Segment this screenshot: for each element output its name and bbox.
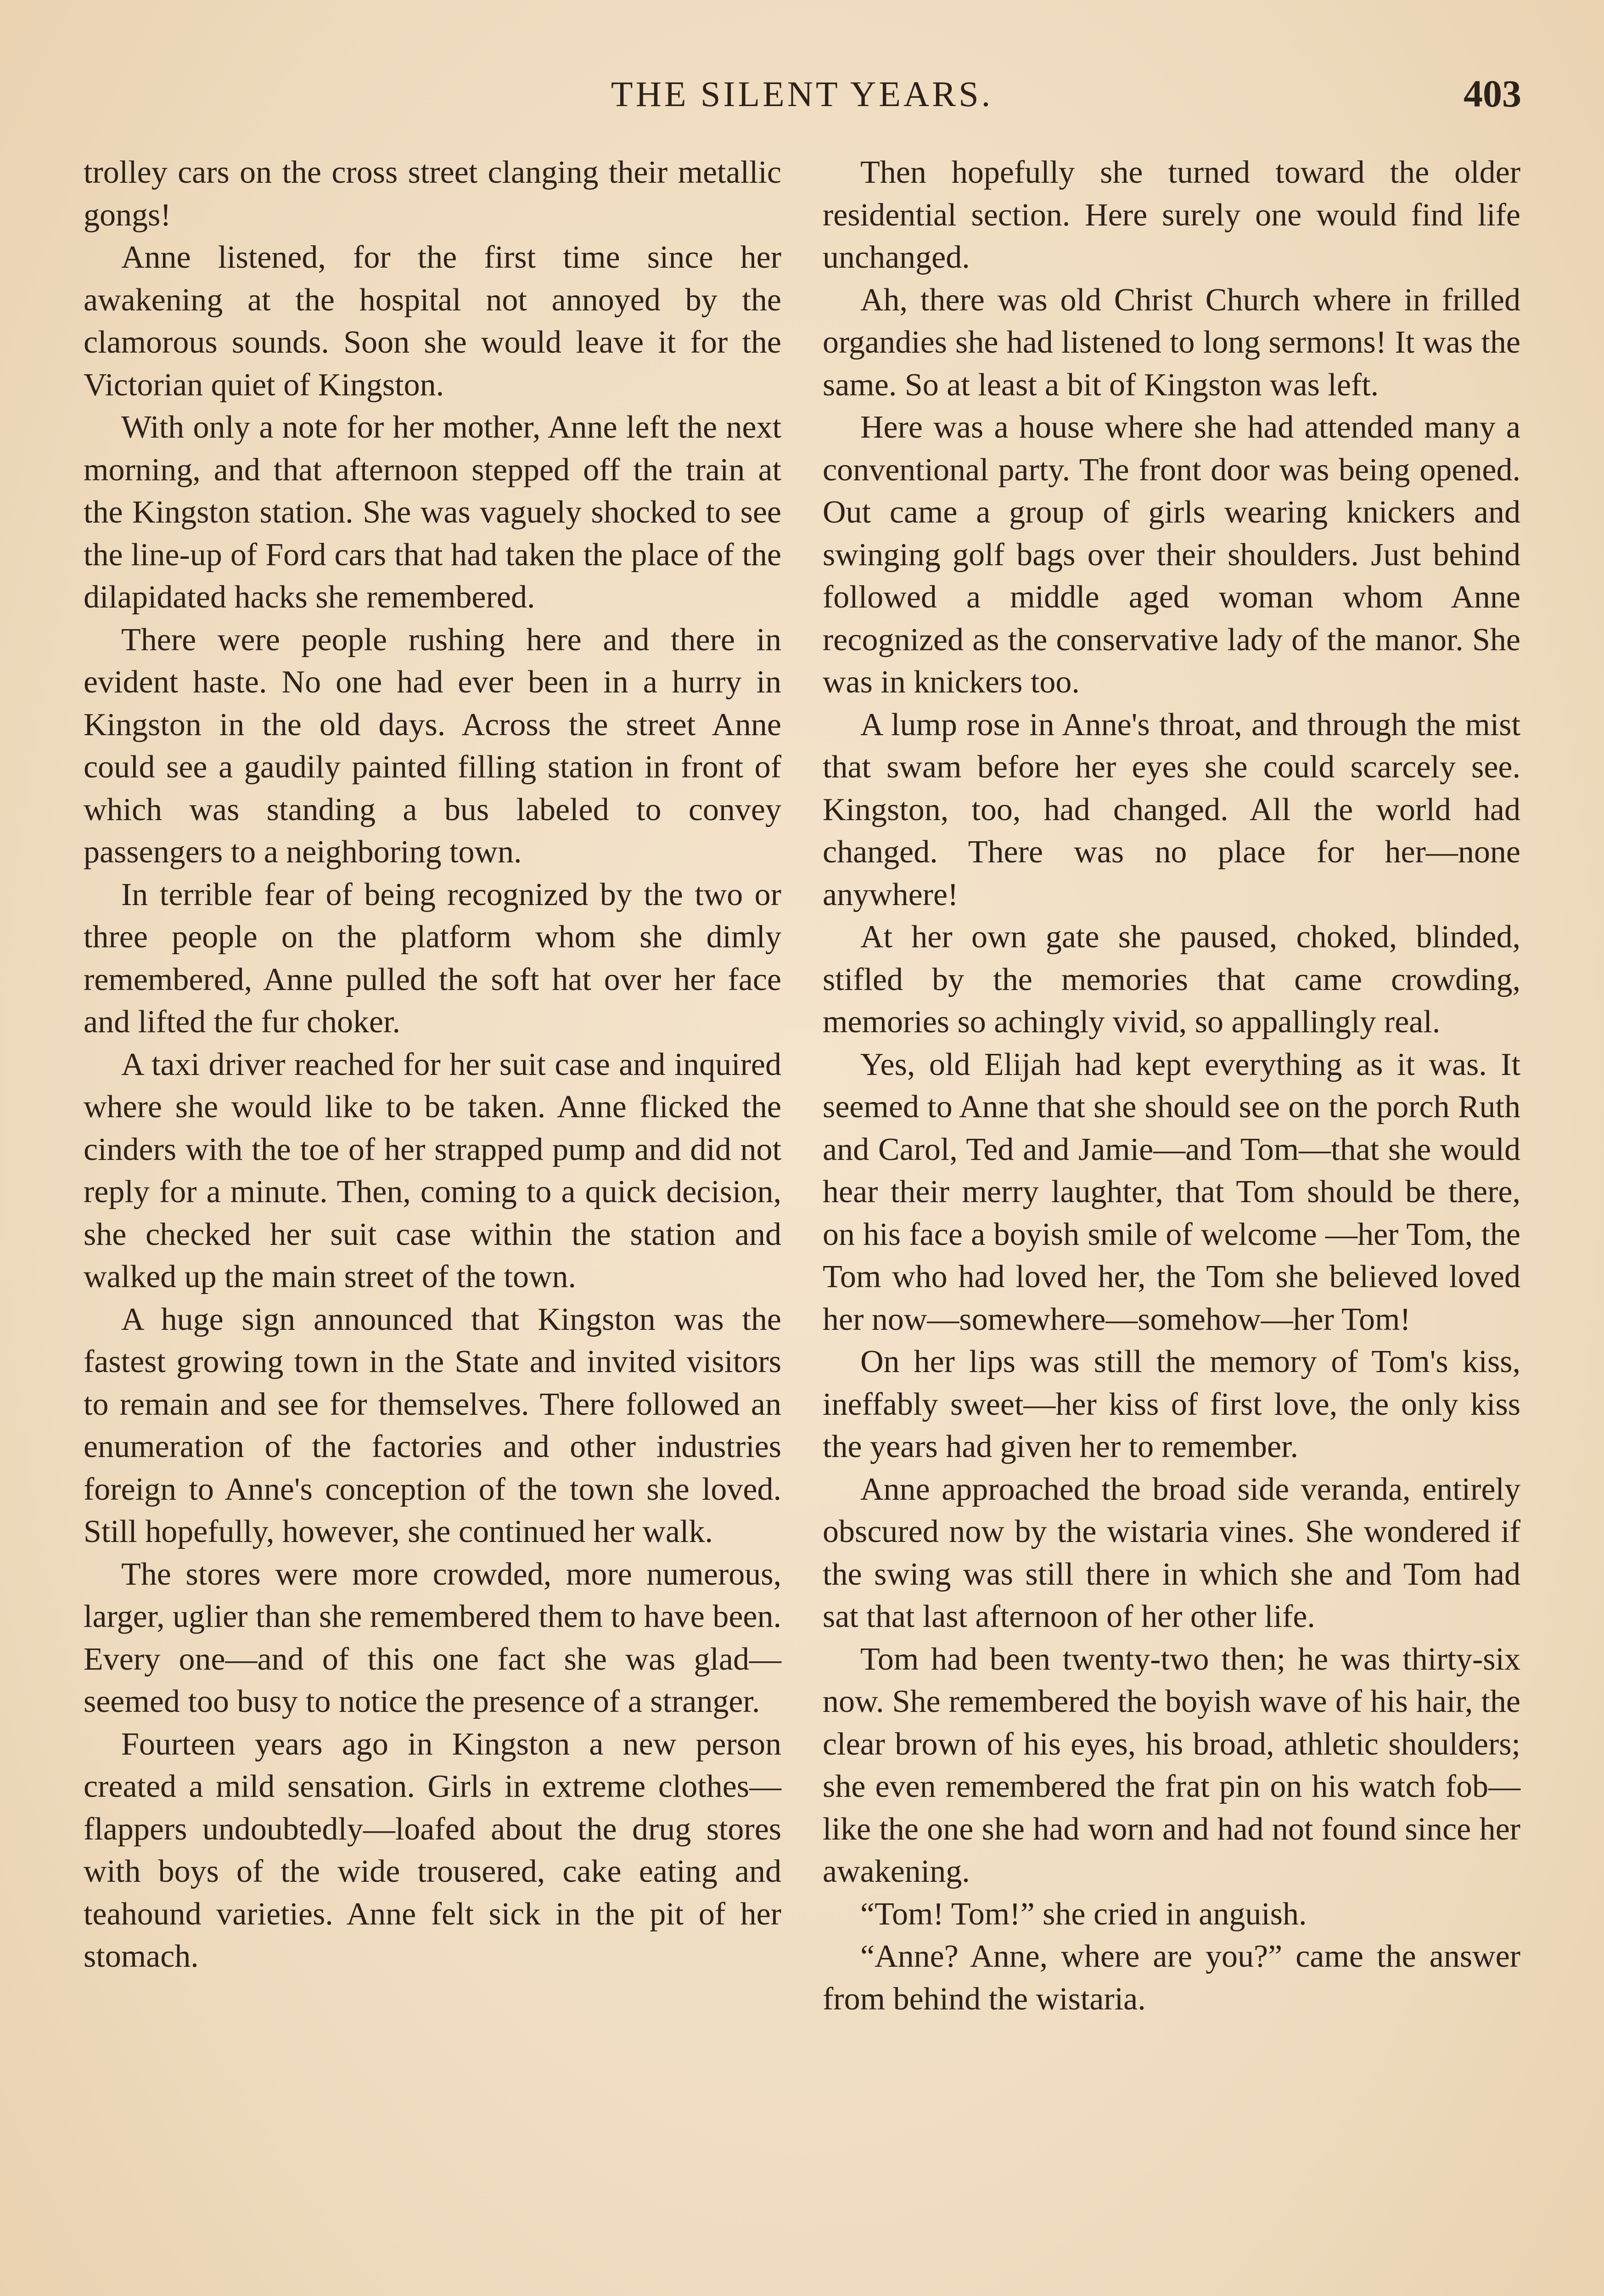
paragraph: Here was a house where she had attended many a conventional party. The front door was being opened. Out came a group of girls wearing knickers and swinging golf bags over their shoulders. Just behind followed a middle aged woman whom Anne recognized as the conservative lady of the manor. She was in knickers too. <box>823 410 1520 700</box>
paragraph: Tom had been twenty-two then; he was thirty-six now. She remembered the boyish wave of his hair, the clear brown of his eyes, his broad, athletic shoulders; she even remembered the frat pin on his watch fob—like the one she had worn and had not found since her awakening. <box>823 1641 1520 1889</box>
paragraph: At her own gate she paused, choked, blinded, stifled by the memories that came crowding, memories so achingly vivid, so appallingly real. <box>823 919 1520 1040</box>
paragraph: A huge sign announced that Kingston was the fastest growing town in the State and invited visitors to remain and see for themselves. There followed an enumeration of the factories and other industries foreign to Anne's conception of the town she loved. Still hopefully, however, she continued her walk. <box>84 1301 781 1549</box>
paragraph: On her lips was still the memory of Tom's kiss, ineffably sweet—her kiss of first love, the only kiss the years had given her to remember. <box>823 1344 1520 1464</box>
paragraph: Yes, old Elijah had kept everything as it was. It seemed to Anne that she should see on the porch Ruth and Carol, Ted and Jamie—and Tom—that she would hear their merry laughter, that Tom should be there, on his face a boyish smile of welcome —her Tom, the Tom who had loved her, the Tom she believed loved her now—somewhere—somehow—her Tom! <box>823 1047 1520 1337</box>
paragraph: There were people rushing here and there in evident haste. No one had ever been in a hurry in Kingston in the old days. Across the street Anne could see a gaudily painted filling station in front of which was standing a bus labeled to convey passengers to a neighboring town. <box>84 622 781 870</box>
paragraph: trolley cars on the cross street clanging their metallic gongs! <box>84 155 781 233</box>
paragraph: “Anne? Anne, where are you?” came the answer from behind the wistaria. <box>823 1939 1520 2017</box>
paragraph: The stores were more crowded, more numerous, larger, uglier than she remembered them to have been. Every one—and of this one fact she was glad—seemed too busy to notice the presence of a stranger. <box>84 1556 781 1719</box>
right-text-column <box>823 152 1520 2020</box>
paragraph: Anne approached the broad side veranda, entirely obscured now by the wistaria vines. She wondered if the swing was still there in which she and Tom had sat that last afternoon of her other life. <box>823 1471 1520 1634</box>
paragraph: Anne listened, for the first time since her awakening at the hospital not annoyed by the clamorous sounds. Soon she would leave it for the Victorian quiet of Kingston. <box>84 240 781 403</box>
paragraph: Fourteen years ago in Kingston a new person created a mild sensation. Girls in extreme clothes—flappers undoubtedly—loafed about the drug stores with boys of the wide trousered, cake eating and teahound varieties. Anne felt sick in the pit of her stomach. <box>84 1726 781 1974</box>
page-number: 403 <box>1464 73 1521 115</box>
paragraph: In terrible fear of being recognized by the two or three people on the platform whom she dimly remembered, Anne pulled the soft hat over her face and lifted the fur choker. <box>84 877 781 1040</box>
paragraph: Ah, there was old Christ Church where in frilled organdies she had listened to long sermons! It was the same. So at least a bit of Kingston was left. <box>823 282 1520 403</box>
paragraph: Then hopefully she turned toward the older residential section. Here surely one would find life unchanged. <box>823 155 1520 275</box>
paragraph: “Tom! Tom!” she cried in anguish. <box>860 1896 1307 1932</box>
paragraph: A taxi driver reached for her suit case and inquired where she would like to be taken. Anne flicked the cinders with the toe of her strapped pump and did not reply for a minute. Then, coming to a quick decision, she checked her suit case within the station and walked up the main street of the town. <box>84 1047 781 1294</box>
paragraph: With only a note for her mother, Anne left the next morning, and that afternoon stepped off the train at the Kingston station. She was vaguely shocked to see the line-up of Ford cars that had taken the place of the dilapidated hacks she remembered. <box>84 410 781 615</box>
page-header <box>83 69 1521 119</box>
running-title: THE SILENT YEARS. <box>611 74 993 114</box>
paragraph: A lump rose in Anne's throat, and through the mist that swam before her eyes she could scarcely see. Kingston, too, had changed. All the world had changed. There was no place for her—none anywhere! <box>823 707 1520 912</box>
left-text-column <box>84 152 781 1978</box>
